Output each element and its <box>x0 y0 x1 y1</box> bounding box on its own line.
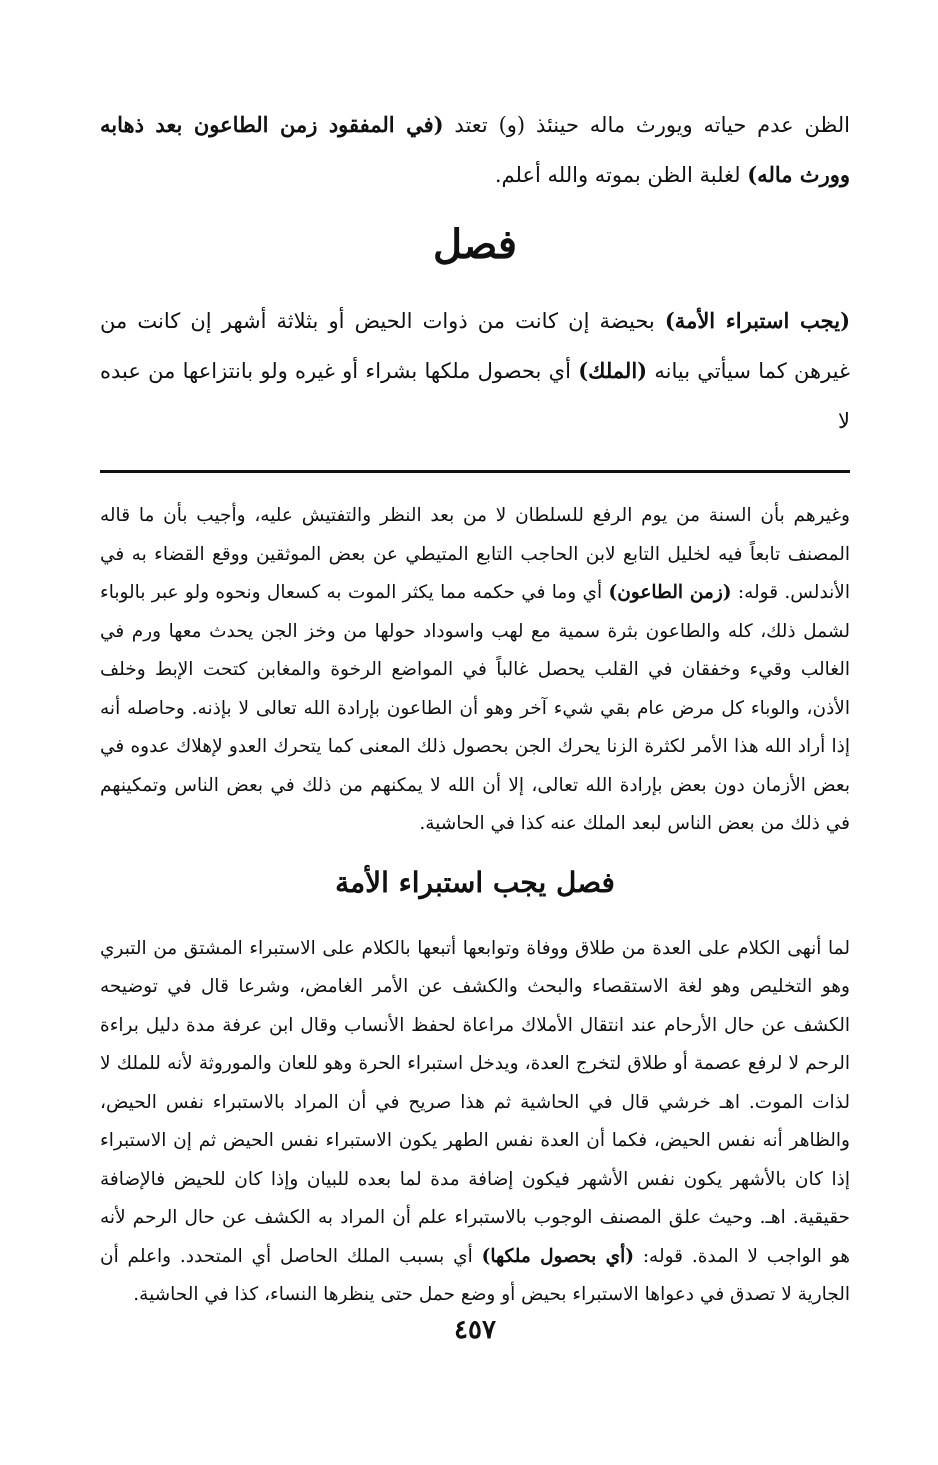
commentary-span: وغيرهم بأن السنة من يوم الرفع للسلطان لا من بعد النظر والتفتيش عليه، وأجيب بأن ما قاله المصنف تابعاً فيه لخليل التابع لابن الحاجب التابع المتيطي عن بعض الموثقين ووقع القضاء به في الأندلس. قوله: <box>100 505 850 603</box>
main-text-bold: (الملك) <box>578 358 648 383</box>
main-text-bold: (في المفقود زمن الطاعون بعد ذهابه وورث ماله) <box>100 112 850 187</box>
main-text-paragraph-1 <box>100 100 850 200</box>
commentary-bold: (زمن الطاعون) <box>608 582 732 603</box>
commentary-span: أي بسبب الملك الحاصل أي المتحدد. واعلم أن الجارية لا تصدق في دعواها الاستبراء بحيض أو وضع حمل حتى ينظرها النساء، كذا في الحاشية. <box>100 1245 850 1305</box>
main-text-span: لغلبة الظن بموته والله أعلم. <box>494 163 748 187</box>
footnote-divider <box>100 470 850 473</box>
commentary-span: أي وما في حكمه مما يكثر الموت به كسعال ونحوه ولو عبر بالوباء لشمل ذلك، كله والطاعون بثرة سمية مع لهب واسوداد حولها من وخز الجن يحدث معها ورم في الغالب وقيء وخفقان في القلب يحصل غالباً في المواضع الرخوة والمغابن كتحت الإبط وخلف الأذن، والوباء كل مرض عام بقي شيء آخر وهو أن الطاعون بإرادة الله تعالى لا بإذنه. وحاصله أنه إذا أراد الله هذا الأمر لكثرة الزنا يحرك الجن بحصول ذلك المعنى كما يتحرك العدو لإهلاك عدوه في بعض الأزمان دون بعض بإرادة الله تعالى، إلا أن الله لا يمكنهم من ذلك في بعض الناس وتمكينهم في ذلك من بعض الناس لبعد الملك عنه كذا في الحاشية. <box>100 582 850 834</box>
main-text-span: بحيضة إن كانت من ذوات الحيض أو بثلاثة أشهر إن كانت من غيرهن كما سيأتي بيانه <box>100 309 850 383</box>
page-number: ٤٥٧ <box>454 1315 496 1345</box>
main-text-paragraph-2 <box>100 296 850 446</box>
main-text-span: الظن عدم حياته ويورث ماله حينئذ (و) تعتد <box>443 113 850 137</box>
book-page <box>100 100 850 1380</box>
main-text-span: أي بحصول ملكها بشراء أو غيره ولو بانتزاعها من عبده لا <box>100 359 850 433</box>
chapter-title: فصل <box>432 221 518 268</box>
section-heading: فصل يجب استبراء الأمة <box>335 865 615 899</box>
commentary-paragraph-2 <box>100 930 850 1315</box>
commentary-bold: (أي بحصول ملكها) <box>481 1245 634 1267</box>
commentary-span: لما أنهى الكلام على العدة من طلاق ووفاة وتوابعها أتبعها بالكلام على الاستبراء المشتق من التبري وهو التخليص وهو لغة الاستقصاء والبحث والكشف عن الأمر الغامض، وشرعا قال في توضيحه الكشف عن حال الأرحام عند انتقال الأملاك مراعاة لحفظ الأنساب وقال ابن عرفة مدة دليل براءة الرحم لا لرفع عصمة أو طلاق لتخرج العدة، ويدخل استبراء الحرة وهو للعان والموروثة لأنه للملك لا لذات الموت. اهـ خرشي قال في الحاشية ثم هذا صريح في أن المراد بالاستبراء نفس الحيض، والظاهر أنه نفس الحيض، فكما أن العدة نفس الطهر يكون الاستبراء نفس الحيض ثم إن الاستبراء إذا كان بالأشهر يكون نفس الأشهر فيكون إضافة مدة لما بعده للبيان وإذا كان للحيض فالإضافة حقيقية. اهـ. وحيث علق المصنف الوجوب بالاستبراء علم أن المراد به الكشف عن حال الرحم لأنه هو الواجب لا المدة. قوله: <box>100 937 850 1267</box>
main-text-bold: (يجب استبراء الأمة) <box>664 308 851 333</box>
commentary-paragraph-1 <box>100 497 850 844</box>
